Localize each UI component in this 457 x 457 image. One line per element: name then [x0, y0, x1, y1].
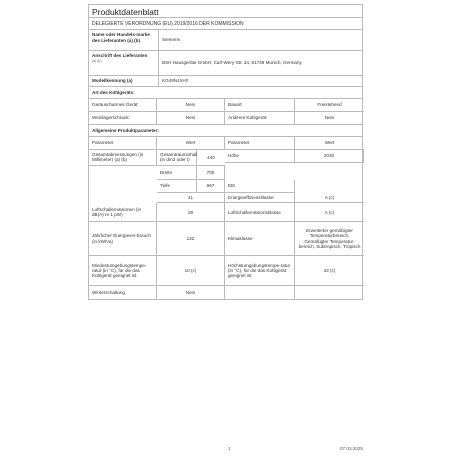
appliance-type-cell: Nein	[324, 115, 335, 121]
page-number: 1	[228, 446, 231, 451]
parameter-label	[225, 286, 295, 299]
model-row	[88, 76, 363, 87]
parameter-value: 122	[157, 222, 225, 256]
parameter-value: Nein	[157, 286, 225, 299]
appliance-type-cell: Freistehend	[295, 99, 364, 112]
general-parameters-header: Allgemeine Produktparameter:	[92, 128, 159, 133]
footer-date: 07.03.2025	[340, 446, 363, 451]
appliance-type-cell: Bauart:	[225, 99, 295, 112]
appliance-type-grid	[88, 99, 363, 125]
appliance-type-cell: Geräuscharmes Gerät:	[89, 99, 157, 112]
supplier-label-note: (a) (b)	[92, 58, 102, 63]
dimension-name: Höhe	[225, 150, 295, 163]
parameter-label: Luftschallemissionen (in dB(A) re 1 pW)	[89, 203, 157, 222]
appliance-type-header-row	[88, 87, 363, 99]
page-title: Produktdatenblatt	[88, 4, 363, 18]
parameter-label: Klimaklasse	[225, 222, 295, 256]
supplier-label-cell	[89, 51, 159, 75]
parameter-label: Mindestumgebungstempe-ratur (in °C), für die das Kühlgerät geeignet ist	[89, 256, 157, 286]
volume-value: 440	[197, 150, 225, 166]
column-header: Wert	[295, 137, 364, 150]
dimension-value: 667	[197, 180, 225, 193]
column-header: Parameter	[89, 137, 157, 150]
dimensions-label: Gesamtabmessungen (in Millimeter) (a) (b)	[89, 150, 157, 166]
general-parameters-header-row	[88, 125, 363, 137]
general-parameters-grid	[88, 137, 363, 300]
column-header: Parameter	[225, 137, 295, 150]
parameter-value: 10 (c)	[157, 256, 225, 286]
parameter-value: Erweiterter gemäßigter Temperaturbereich, Gemäßigter Temperatur-bereich, Subtropisch, Tropisch	[295, 222, 364, 256]
supplier-row	[88, 51, 363, 76]
appliance-type-header: Art des Kühlgeräts:	[92, 90, 135, 95]
brand-row	[88, 30, 363, 51]
parameter-label: Höchstumgebungstempe-ratur (in °C), für die das Kühlgerät geeignet ist	[225, 256, 295, 286]
brand-label: Name oder Handels-marke des Lieferanten (a) (b)	[89, 30, 159, 50]
supplier-label: Anschrift des Lieferanten	[92, 53, 148, 58]
appliance-type-cell: Weinlagerschrank:	[89, 112, 157, 124]
dimension-value: 2030	[295, 150, 364, 163]
dimension-name: Breite	[157, 166, 197, 180]
product-datasheet	[88, 4, 363, 300]
parameter-label: Energieeffizienzklasse	[225, 193, 295, 203]
brand-value: Siemens	[162, 37, 180, 42]
model-value: KG49N4XAF	[162, 78, 189, 83]
model-label: Modellkennung (a)	[89, 76, 159, 86]
parameter-value: A (c)	[295, 203, 364, 222]
parameter-value: A (c)	[295, 193, 364, 203]
parameter-value: 43 (c)	[295, 256, 364, 286]
column-header: Wert	[157, 137, 225, 150]
parameter-value: 29	[157, 203, 225, 222]
supplier-value: BSH Hausgeräte GmbH, Carl-Wery-Str. 34, 81739 Munich, Germany	[162, 60, 302, 65]
appliance-type-cell: Nein	[157, 112, 225, 124]
appliance-type-cell: Anderes Kühlgerät:	[225, 112, 295, 124]
dimension-value: 700	[197, 166, 225, 180]
parameter-value: 41	[157, 193, 225, 203]
appliance-type-cell: Nein	[157, 99, 225, 112]
parameter-label: Jährlicher Energiever-brauch (in kWh/a)	[89, 222, 157, 256]
dimension-name: Tiefe	[157, 180, 197, 193]
parameter-label: Winterschaltung	[89, 286, 157, 299]
parameter-value	[295, 286, 364, 299]
regulation-subtitle: DELEGIERTE VERORDNUNG (EU) 2019/2016 DER KOMMISSION	[88, 18, 363, 30]
volume-label: Gesamtrauminhalt (in dm3 oder l)	[157, 150, 197, 166]
parameter-label: EEI	[225, 180, 295, 193]
parameter-label: Luftschallemissionsklasse	[225, 203, 295, 222]
